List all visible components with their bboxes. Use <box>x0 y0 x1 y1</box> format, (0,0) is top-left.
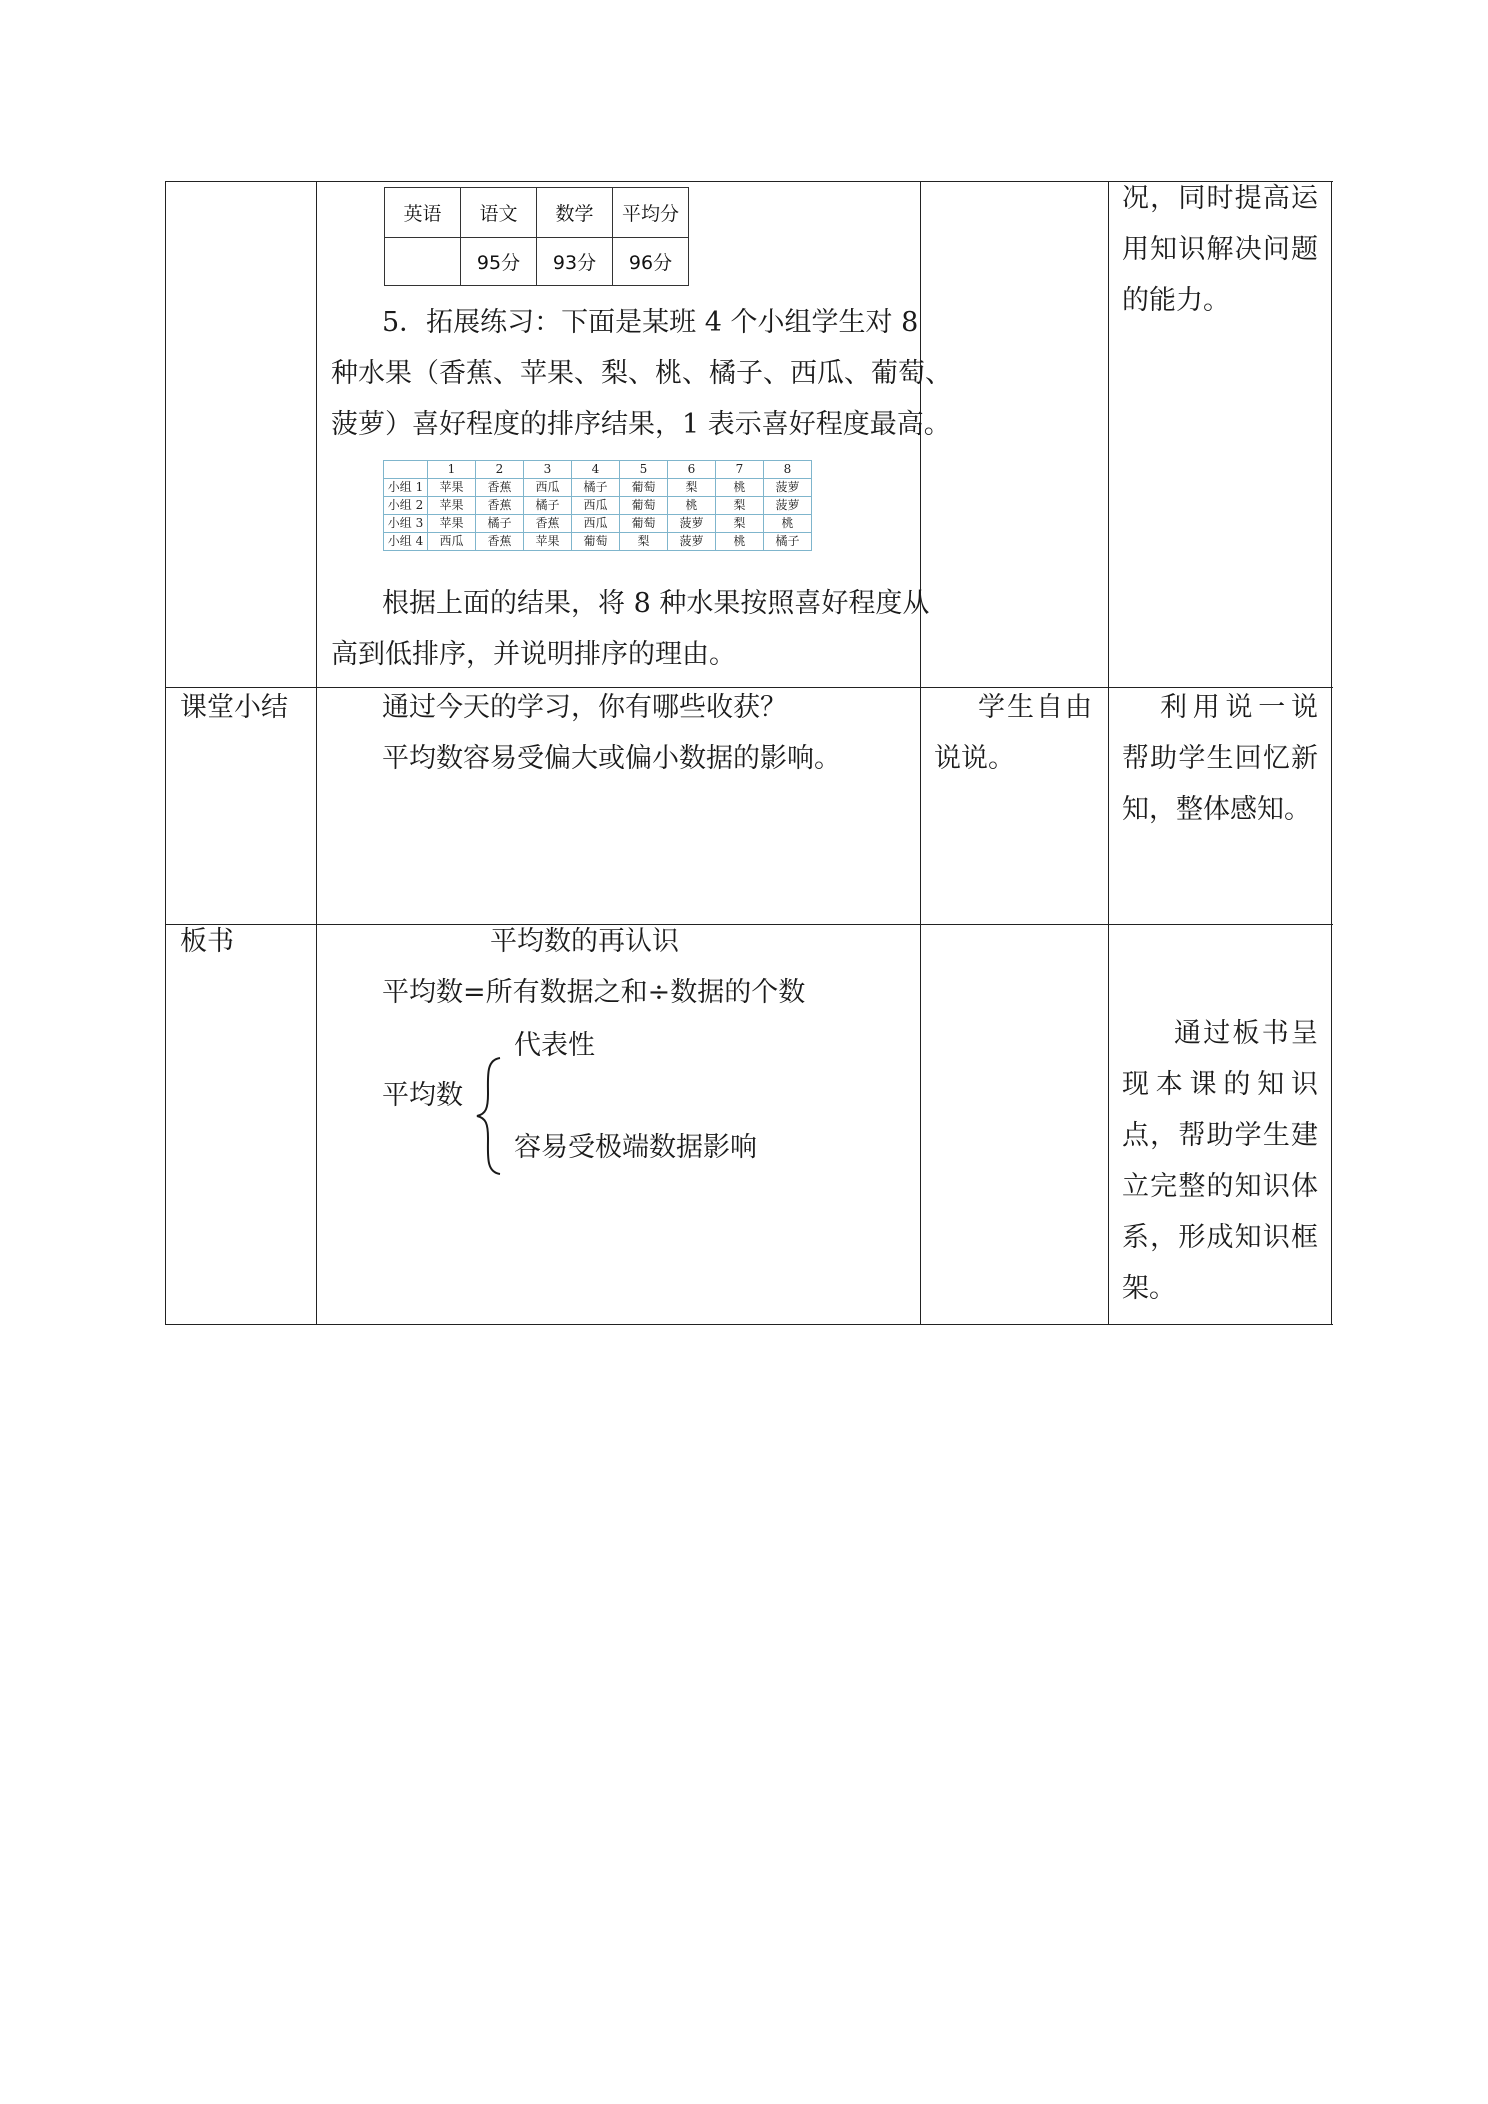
fruit-row-group-1 <box>384 479 812 497</box>
summary-content-line: 平均数容易受偏大或偏小数据的影响。 <box>382 743 841 774</box>
fruit-cell: 苹果 <box>428 497 476 515</box>
fruit-header-row <box>384 461 812 479</box>
fruit-cell: 西瓜 <box>572 497 620 515</box>
fruit-cell: 梨 <box>668 479 716 497</box>
board-design-note <box>1122 1008 1318 1314</box>
fruit-cell: 葡萄 <box>620 515 668 533</box>
summary-design-note <box>1122 682 1318 835</box>
score-table-header-row <box>385 188 689 238</box>
fruit-cell: 葡萄 <box>620 479 668 497</box>
note-line: 现本课的知识 <box>1122 1069 1318 1100</box>
summary-content-line: 通过今天的学习，你有哪些收获？ <box>382 692 787 723</box>
fruit-cell: 苹果 <box>428 515 476 533</box>
fruit-cell: 苹果 <box>428 479 476 497</box>
note-line: 通过板书呈 <box>1174 1018 1318 1049</box>
fruit-cell: 香蕉 <box>524 515 572 533</box>
score-header-cell: 英语 <box>385 188 461 238</box>
fruit-cell: 桃 <box>764 515 812 533</box>
score-header-cell: 数学 <box>537 188 613 238</box>
exercise5-line: 种水果（香蕉、苹果、梨、桃、橘子、西瓜、葡萄、 <box>331 358 952 389</box>
fruit-cell: 桃 <box>716 533 764 551</box>
score-header-cell: 语文 <box>461 188 537 238</box>
fruit-cell: 菠萝 <box>668 533 716 551</box>
table-left-border <box>165 181 166 1324</box>
fruit-cell: 小组 3 <box>384 515 428 533</box>
board-formula: 平均数=所有数据之和÷数据的个数 <box>382 977 806 1008</box>
fruit-cell: 小组 2 <box>384 497 428 515</box>
note-line: 系，形成知识框 <box>1122 1222 1318 1253</box>
fruit-row-group-2 <box>384 497 812 515</box>
fruit-header-cell: 7 <box>716 461 764 479</box>
note-line: 架。 <box>1122 1273 1176 1304</box>
score-header-cell: 平均分 <box>613 188 689 238</box>
fruit-cell: 西瓜 <box>428 533 476 551</box>
board-branch-2: 容易受极端数据影响 <box>514 1132 757 1163</box>
fruit-header-cell: 1 <box>428 461 476 479</box>
fruit-cell: 西瓜 <box>524 479 572 497</box>
fruit-cell: 橘子 <box>524 497 572 515</box>
fruit-header-cell: 3 <box>524 461 572 479</box>
score-table <box>384 187 689 286</box>
fruit-ranking-table <box>383 460 812 551</box>
note-line: 立完整的知识体 <box>1122 1171 1318 1202</box>
fruit-cell: 梨 <box>716 497 764 515</box>
fruit-cell: 葡萄 <box>572 533 620 551</box>
fruit-cell: 菠萝 <box>764 497 812 515</box>
note-line: 知，整体感知。 <box>1122 794 1311 825</box>
column-divider-1 <box>316 181 317 1324</box>
row1-design-note <box>1122 173 1318 326</box>
summary-label: 课堂小结 <box>180 692 288 723</box>
score-value-cell: 95分 <box>461 238 537 286</box>
fruit-cell: 梨 <box>620 533 668 551</box>
fruit-cell: 菠萝 <box>668 515 716 533</box>
note-line: 的能力。 <box>1122 285 1230 316</box>
fruit-cell: 苹果 <box>524 533 572 551</box>
score-value-cell: 93分 <box>537 238 613 286</box>
followup-line: 高到低排序，并说明排序的理由。 <box>331 639 736 670</box>
fruit-header-cell <box>384 461 428 479</box>
fruit-header-cell: 4 <box>572 461 620 479</box>
fruit-cell: 小组 4 <box>384 533 428 551</box>
student-line: 学生自由 <box>978 692 1094 723</box>
board-branch-1: 代表性 <box>514 1030 595 1061</box>
fruit-cell: 香蕉 <box>476 533 524 551</box>
score-value-cell: 96分 <box>613 238 689 286</box>
fruit-cell: 香蕉 <box>476 479 524 497</box>
score-table-value-row <box>385 238 689 286</box>
table-right-border <box>1331 181 1332 1324</box>
board-label: 板书 <box>180 926 234 957</box>
fruit-cell: 葡萄 <box>620 497 668 515</box>
fruit-cell: 西瓜 <box>572 515 620 533</box>
fruit-row-group-4 <box>384 533 812 551</box>
board-term: 平均数 <box>382 1080 463 1111</box>
fruit-cell: 梨 <box>716 515 764 533</box>
fruit-header-cell: 6 <box>668 461 716 479</box>
note-line: 点，帮助学生建 <box>1122 1120 1318 1151</box>
row-divider-board <box>165 924 1333 925</box>
fruit-cell: 橘子 <box>764 533 812 551</box>
note-line: 用知识解决问题 <box>1122 234 1318 265</box>
fruit-header-cell: 5 <box>620 461 668 479</box>
fruit-row-group-3 <box>384 515 812 533</box>
summary-student-activity <box>934 682 1094 784</box>
note-line: 利用说一说 <box>1160 692 1318 723</box>
curly-brace-icon <box>474 1056 504 1176</box>
column-divider-3 <box>1108 181 1109 1324</box>
score-value-cell <box>385 238 461 286</box>
fruit-cell: 橘子 <box>476 515 524 533</box>
fruit-cell: 桃 <box>668 497 716 515</box>
fruit-header-cell: 8 <box>764 461 812 479</box>
fruit-cell: 橘子 <box>572 479 620 497</box>
board-title: 平均数的再认识 <box>490 926 679 957</box>
followup-line: 根据上面的结果，将 8 种水果按照喜好程度从 <box>382 588 930 619</box>
fruit-cell: 桃 <box>716 479 764 497</box>
exercise5-line: 5．拓展练习：下面是某班 4 个小组学生对 8 <box>382 307 919 338</box>
student-line: 说说。 <box>934 743 1015 774</box>
fruit-cell: 小组 1 <box>384 479 428 497</box>
note-line: 帮助学生回忆新 <box>1122 743 1318 774</box>
exercise5-line: 菠萝）喜好程度的排序结果，1 表示喜好程度最高。 <box>331 409 951 440</box>
note-line: 况，同时提高运 <box>1122 183 1318 214</box>
fruit-cell: 香蕉 <box>476 497 524 515</box>
fruit-cell: 菠萝 <box>764 479 812 497</box>
fruit-header-cell: 2 <box>476 461 524 479</box>
table-bottom-border <box>165 1324 1333 1325</box>
